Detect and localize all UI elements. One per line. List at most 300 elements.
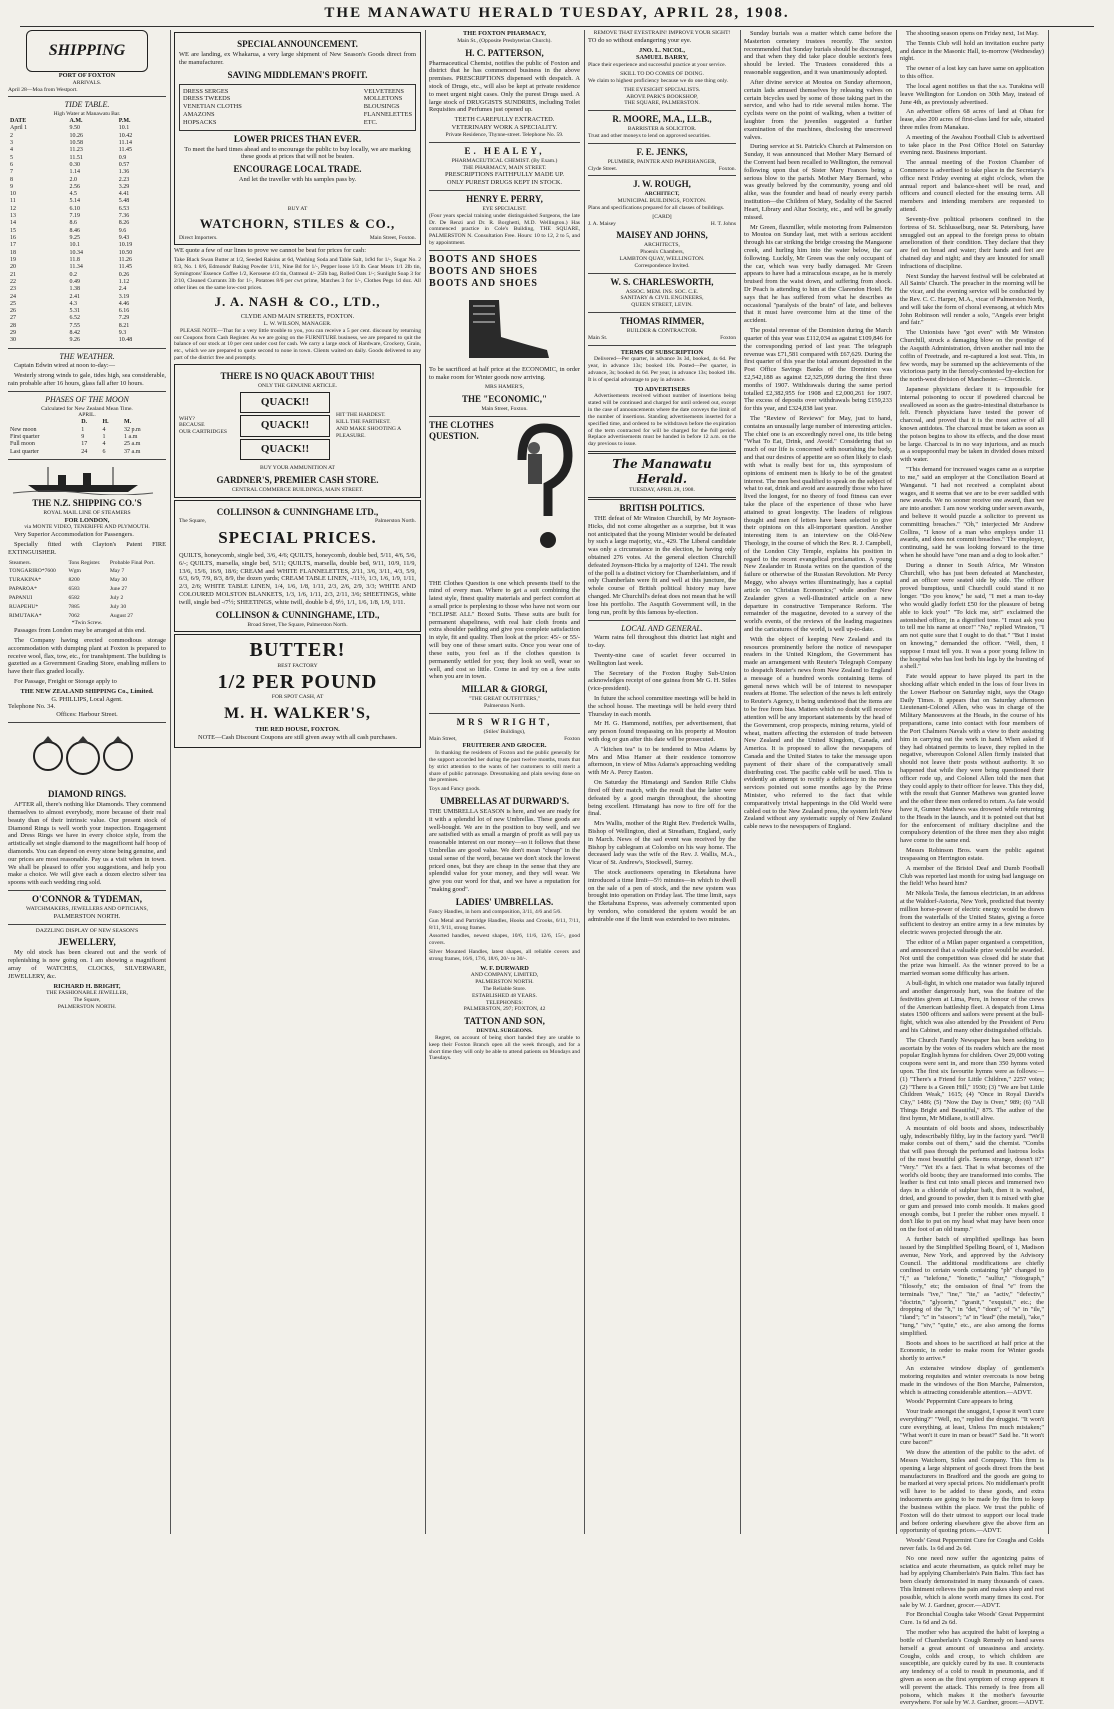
news-paragraph: The shooting season opens on Friday next, 1st May.	[900, 30, 1044, 38]
divider	[588, 497, 736, 500]
nicol-text: Place their experience and successful practice at your service.	[588, 62, 736, 69]
news-paragraph: The owner of a lost key can have same on application to this office.	[900, 65, 1044, 81]
clothes-text: THE Clothes Question is one which presents itself to the mind of every man. Where to get a suit combining the latest style, finest quality materials and perfect comfort at a small price is perplexing to those who have not worn our "ECLIPSE ALL" Boxed Suits. These suits are built for permanent shapeliness, with real hair cloth fronts and extra shoulder padding and give you complete satisfaction in style, fit and quality. Then look at the price: 45/- or 55/- will buy one of these smart suits. Once you wear one of these suits, you feel as if the clothes question is permanently settled for you; they look so well, wear so well, and cost so little. Come in and try on a few suits when you are in town.	[429, 580, 580, 682]
red-house: THE RED HOUSE, FOXTON.	[179, 726, 416, 734]
nz-offices: Offices: Harbour Street.	[8, 711, 166, 719]
moon-cell: 4	[100, 441, 122, 448]
butter-heading: BUTTER!	[179, 638, 416, 662]
news-paragraph: Your trade amongst the snuggest, I spose it won't cure everything?" "Well, no," replied the druggist. "It won't cure everything, at least, Unless I'm much mistaken;" "What won't it cure in man or beast?" Said he. "It won't cure bacon!"	[900, 1408, 1044, 1447]
gardner-ad	[174, 364, 421, 498]
reliable-store: The Reliable Store.	[429, 986, 580, 993]
tide-cell: 18	[8, 250, 68, 257]
tide-row	[8, 301, 166, 308]
tide-cell: 11.34	[68, 264, 117, 271]
quack-right	[336, 412, 416, 439]
tide-cell: 5.48	[117, 198, 166, 205]
tide-cell: 2.0	[68, 177, 117, 184]
tide-cell: 11.23	[68, 147, 117, 154]
divider	[588, 312, 736, 313]
tide-cell: 10.50	[117, 250, 166, 257]
tide-row	[8, 220, 166, 227]
divider	[8, 391, 166, 392]
nash-heading: J. A. NASH & CO., LTD.,	[174, 294, 421, 310]
arrivals-heading: ARRIVALS.	[8, 80, 166, 87]
tide-cell: 8.46	[68, 228, 117, 235]
charlesworth-sub-3: QUEEN STREET, LEVIN.	[588, 302, 736, 309]
column-rule	[584, 30, 585, 1534]
perry-heading: HENRY E. PERRY,	[429, 194, 580, 205]
skill-text: SKILL TO DO COMES OF DOING.	[588, 71, 736, 78]
news-paragraph: An extensive window display of gentlemen's motoring requisites and winter overcoats is now being made in the windows of the Bon Marche, Palmerston, which is attracting considerable attention.—ADVT.	[900, 1365, 1044, 1396]
divider	[588, 143, 736, 144]
divider	[8, 890, 166, 891]
tide-cell: 8.21	[117, 323, 166, 330]
tide-header-cell: P.M.	[117, 118, 166, 125]
tide-cell: 9.50	[68, 125, 117, 132]
news-paragraph: The "Review of Reviews" for May, just to hand, contains an unusually large number of interesting articles. The chief one is an exceedingly novel one, its title being "What To Eat, Drink, and Avoid." Considering that so much of our life is concerned with nourishing the body, and that our desires of appetite are so often likely to clash with what is really best for us, this symposium of opinions of eminent men is likely to be of the greatest interest. The men best qualified to speak on the subject of what to eat, drink and avoid are assuredly those who have lived the longest, for no theory of food fitness can ever take the place of the experience of those who have attained to great longevity. The leaders of religious thought and men of letters have been selected to give their opinions on this all-important question. Another interesting item is an interview on the Old-New Theology, in the course of which the Rev. R. J. Campbell, of the London City Temple, explains his position in regard to the recent evangelical proclamation. A young New Zealander in Russia writes on the question of the failure or otherwise of the Russian Revolution. Mr Percy Meggy, who always writes illuminatingly, has a capital article on "Christian Economics;" while another New Zealander gives a well-illustrated article on a new departure in constructive Temperance Reform. The remainder of the magazine, devoted to a survey of the world's events, of the reviews of the leading magazines and the caricatures of the world, is well up-to-date.	[744, 415, 892, 634]
ships-row	[8, 585, 166, 594]
remove-heading: REMOVE THAT EYESTRAIN! IMPROVE YOUR SIGHT!	[588, 30, 736, 37]
quack-right-item: HIT THE HARDEST.	[336, 412, 416, 419]
divider	[429, 142, 580, 143]
nash-manager: L. W. WILSON, MANAGER.	[174, 321, 421, 328]
charlesworth-sub: ASSOC. MEM. INS. SOC. C.E.	[588, 289, 736, 296]
divider	[8, 96, 166, 97]
ships-row	[8, 576, 166, 585]
tide-cell: 26	[8, 308, 68, 315]
established: ESTABLISHED 48 YEARS.	[429, 993, 580, 1000]
news-paragraph: We draw the attention of the public to the advt. of Messrs Watchorn, Stiles and Company. This firm is opening a large shipment of goods direct from the best manufacturers in Bradford and the goods are going to be marked at very special prices. No middleman's profit will have to be added to these goods, and extra inducements are going to be made by the firm to keep the business within the place. We trust the public of Foxton will do their utmost to support our local trade and before ordering elsewhere give the above firm an opportunity of quoting prices.—ADVT.	[900, 1449, 1044, 1535]
moon-row	[8, 449, 166, 456]
jenks-sub: PLUMBER, PAINTER AND PAPERHANGER,	[588, 159, 736, 166]
quack-box: QUACK!!	[240, 415, 330, 436]
column-3	[429, 30, 580, 1064]
news-paragraph: Woods' Peppermint Cure appears to bring	[900, 1398, 1044, 1406]
tide-cell: 7.29	[117, 315, 166, 322]
fruiterer-text: In thanking the residents of Foxton and the public generally for the support accorded her during the past twelve months, trusts that by strict attention to the wants of her customers to still merit a share of public patronage. Dressmaking and plain sewing done on the premises.	[429, 750, 580, 784]
tide-cell: 7	[8, 169, 68, 176]
rimmer-street: Main St.	[588, 335, 607, 342]
news-paragraph: An advertiser offers 68 acres of land at Ohau for lease, also 200 acres of first-class land for sale, situated three miles from Manakau.	[900, 108, 1044, 131]
residence-text: Private Residence, Thynne-street. Telephone No. 59.	[429, 132, 580, 139]
remove-text: TO do so without endangering your eye.	[588, 37, 736, 45]
goods-item: FLANNELETTES	[364, 111, 412, 119]
news-paragraph: A member of the Bristol Deaf and Dumb Football Club was reported last month for using bad language on the field! Who heard him?	[900, 865, 1044, 888]
column-rule	[896, 30, 897, 1534]
tide-cell: 28	[8, 323, 68, 330]
tide-cell: 0.2	[68, 272, 117, 279]
tide-cell: 6.53	[117, 206, 166, 213]
ships-header-cell: Steamers.	[8, 559, 67, 568]
toys-text: Toys and Fancy goods.	[429, 786, 580, 793]
ladies-item: Fancy Handles, in horn and composition, 3/11, 4/6 and 5/6.	[429, 909, 580, 916]
tide-cell: 11.45	[117, 147, 166, 154]
divider	[429, 713, 580, 714]
perry-sub: EYE SPECIALIST.	[429, 206, 580, 213]
tide-row	[8, 337, 166, 344]
terms-text: Delivered—Per quarter, in advance 3s 3d, booked, 4s 6d. Per year, in advance 13s; booked 18s. Posted—Per quarter, in advance, 3s; booked 4s 6d. Per year, in advance 13s; booked 18s. It is of special advantage to pay in advance.	[588, 356, 736, 383]
tide-cell: 7.55	[68, 323, 117, 330]
tide-row	[8, 133, 166, 140]
fruiterer-heading: FRUITERER AND GROCER.	[429, 742, 580, 750]
local-text: Mrs Wallis, mother of the Right Rev. Frederick Wallis, Bishop of Wellington, died at Streatham, England, early in March. News of the sad event was received by the Bishop by cablegram at Colombo on his way home. The deceased lady was the wife of the Rev. J. Wallis, M.A., Vicar of St. Andrew's, Stockwell, Surrey.	[588, 820, 736, 867]
moon-cell: Full moon	[8, 441, 79, 448]
moon-table	[8, 419, 166, 456]
buy-at: BUY AT	[179, 206, 416, 213]
nash-note: PLEASE NOTE—That for a very little trouble to you, you can receive a 5 per cent. discount by returning our Coupons from Cash Register. As we are going on the FURNITURE business, we are prepared to quit the balance of our stock at 10 per cent under cost for cash. We carry a large stock of Hardware, Crockery, Grain, etc., which we are prepared to quote second to none in town. Clients waited on daily. Goods delivered to any part of the district free and promptly.	[174, 328, 421, 362]
tide-cell: 11.26	[117, 257, 166, 264]
news-paragraph: For Bronchial Coughs take Woods' Great Peppermint Cure. 1s 6d and 2s 6d.	[900, 1611, 1044, 1627]
moon-header-cell	[8, 419, 79, 426]
tide-cell: 9.43	[117, 235, 166, 242]
rimmer-town: Foxton	[720, 335, 736, 342]
tide-row	[8, 330, 166, 337]
quack-box: QUACK!!	[240, 392, 330, 413]
moon-cell: 37 a.m	[122, 449, 166, 456]
nz-text: Specially fitted with Clayton's Patent FIRE EXTINGUISHER.	[8, 541, 166, 557]
moon-cell: 25 a.m	[122, 441, 166, 448]
moon-header-cell: H.	[100, 419, 122, 426]
jenks-address	[588, 166, 736, 173]
moon-cell: 32 p.m	[122, 427, 166, 434]
tide-cell: 27	[8, 315, 68, 322]
ships-cell: July 2	[109, 594, 166, 603]
wright-street: Main Street,	[429, 736, 457, 743]
tide-cell: 17	[8, 242, 68, 249]
economic-text: To be sacrificed at half price at the ECONOMIC, in order to make room for Winter goods now arriving.	[429, 366, 580, 382]
bright-loc: The Square,	[8, 997, 166, 1004]
column-rule	[1048, 30, 1049, 1534]
divider	[8, 459, 166, 460]
watchorn-importers: Direct Importers.	[179, 235, 218, 242]
tide-cell: 10.58	[68, 140, 117, 147]
tide-cell: 4.5	[68, 191, 117, 198]
ships-cell: 7062	[67, 612, 108, 621]
moon-subtitle: Calculated for New Zealand Mean Time.	[8, 406, 166, 413]
news-paragraph: The postal revenue of the Dominion during the March quarter of this year was £112,034 as against £109,846 for the corresponding period of last year. The telegraph revenue was £71,581 compared with £67,629. During the first quarter of this year the total amount deposited in the Post Office Savings Banks of the Dominion was £2,542,188 as against £2,325,099 during the first three months of 1907. Withdrawals during the same period totalled £2,382,955 for 1908 and £2,000,261 for 1907. The excess of deposits over withdrawals being £159,233 for this year, and £324,838 last year.	[744, 327, 892, 413]
moon-cell: Last quarter	[8, 449, 79, 456]
goods-list-left	[183, 88, 242, 127]
tide-cell: 5.31	[68, 308, 117, 315]
news-paragraph: No one need now suffer the agonizing pains of sciatica and acute rheumatism, as quick relief may be had by applying Chamberlain's Pain Balm. This fact has been clearly demonstrated in many thousands of cases. This liniment relieves the pain and makes sleep and rest possible, which is alone worth many times its cost. For sale by W. J. Gardner, grocer.—ADVT.	[900, 1555, 1044, 1610]
tide-row	[8, 228, 166, 235]
tide-cell: 1.38	[68, 286, 117, 293]
tide-cell: 9.6	[117, 228, 166, 235]
diamond-text: AFTER all, there's nothing like Diamonds. They commend themselves to almost everybody, more because of their real beauty than of their intrinsic value. Our present stock of Diamond Rings is well worth your inspection. Engagement and Dress Rings we have in every choice style, from the artistically set single diamond to the magnificent half hoop of diamonds. You can depend on every stone being genuine, and our prices are most reasonable. Pay us a visit when in town. We shall be pleased to offer you suggestions, and help you make a choice. We will give each a dozen electro silver tea spoons with each wedding ring sold.	[8, 801, 166, 887]
tide-cell: 22	[8, 279, 68, 286]
tide-row	[8, 191, 166, 198]
quack-left	[179, 416, 234, 436]
news-paragraph: Messrs Robinson Bros. warn the public against trespassing on Herrington estate.	[900, 847, 1044, 863]
tide-row	[8, 257, 166, 264]
news-paragraph: A further batch of simplified spellings has been issued by the Simplified Spelling Board, of 1, Madison avenue, New York, and approved by the Advisory Council. The additional modifications are chiefly confined to certain words containing "ph" changed to "f," as "telefone," "fonetic," "sulfur," "fotograph," "filosofy," etc; the omission of final "e" from the terminals "ive," "ine," "ite," as "activ," "defectiv," "doctrin," "glycerin," "granit," "exquisit," etc.; the dropping of the "h," in "det," "dont"; of "s" in "ile," "iland"; "c" in "sissors"; "a" in "lead" (the metal), "ake," "tung," "siv," "quite," etc., are also among the forms simplified.	[900, 1236, 1044, 1338]
tide-cell: 12	[8, 206, 68, 213]
tide-cell: 11.8	[68, 257, 117, 264]
tide-row	[8, 242, 166, 249]
ladies-heading: LADIES' UMBRELLAS.	[429, 897, 580, 908]
nz-shipping-heading: THE N.Z. SHIPPING CO.'S	[8, 498, 166, 509]
news-paragraph: With the object of keeping New Zealand and its resources prominently before the notice of newspaper readers in the United Kingdom, the Government has made an arrangement with Reuter's Telegraph Company to despatch Reuter's news from New Zealand to England a message of a hundred words containing items of general news which will be of interest to newspaper readers at Home. The selection of the news is left entirely to Reuter's Agency, it being understood that the items are to be free from bias. Matters which no doubt will receive attention will be any important statements by the head of the Government, crop prospects, mining returns, yield of wheat, matters affecting the extension of trade between New Zealand and the United Kingdom, Canada, and America. It is proposed to allow the newspapers of Canada and the United States to take the message upon payment of their share of the comparatively small distributing cost. The pacific cable will be used. This is evidently an attempt to rectify a deficiency in the news services pointed out some months ago by the Prime Minister, who referred to the fact that while comparatively trivial happenings in the Old World were cabled out to the New Zealand press, the system left New Zealand without any systematic supply of New Zealand cable news to the newspapers of England.	[744, 636, 892, 831]
moon-cell: 1	[100, 434, 122, 441]
nz-phone: Telephone No. 34.	[8, 703, 166, 711]
tide-cell: 5.14	[68, 198, 117, 205]
maisey-name: J. A. Maisey	[588, 221, 616, 228]
weather-text: Westerly strong winds to gale, tides high, sea considerable, rain probable after 16 hours, glass fall after 10 hours.	[8, 372, 166, 388]
telephones: TELEPHONES:	[429, 1000, 580, 1007]
boots-line: BOOTS AND SHOES	[429, 278, 580, 290]
tide-cell: 6.16	[117, 308, 166, 315]
nz-text: For Passage, Freight or Storage apply to	[8, 678, 166, 686]
nz-line: FOR LONDON,	[8, 517, 166, 525]
ships-cell: July 30	[109, 603, 166, 612]
nz-agent: G. PHILLIPS, Local Agent.	[8, 696, 166, 704]
quack-right-item: AND MAKE SHOOTING A PLEASURE.	[336, 426, 416, 440]
tide-cell: 10	[8, 191, 68, 198]
wright-heading: MRS WRIGHT,	[429, 717, 580, 728]
ships-cell: 6582	[67, 594, 108, 603]
tide-cell: 20	[8, 264, 68, 271]
tide-cell: 9.3	[117, 330, 166, 337]
goods-item: AMAZONS	[183, 111, 242, 119]
divider	[8, 924, 166, 925]
ships-cell: May 30	[109, 576, 166, 585]
ships-cell: TURAKINA*	[8, 576, 67, 585]
tide-row	[8, 272, 166, 279]
goods-box	[179, 84, 416, 131]
tatton-heading: TATTON AND SON,	[429, 1016, 580, 1027]
tide-cell: 5	[8, 155, 68, 162]
news-paragraph: Next Sunday the harvest festival will be celebrated at All Saints' Church. The preacher in the morning will be the vicar, and the evening service will be conducted by the Rev. C. C. Harper, M.A., vicar of Palmerston North, and will take the form of choral evensong, at which Mrs John Robinson will render a solo, "Angels ever bright and fair."	[900, 273, 1044, 328]
tide-cell: 29	[8, 330, 68, 337]
moon-row	[8, 427, 166, 434]
tide-cell: 8.42	[68, 330, 117, 337]
tide-cell: 10.48	[117, 337, 166, 344]
news-paragraph: The mother who has acquired the habit of keeping a bottle of Chamberlain's Cough Remedy on hand saves herself a great amount of uneasiness and anxiety. Coughs, colds and croup, to which children are susceptible, are quickly cured by its use. It counteracts any tendency of a cold to result in pneumonia, and if given as soon as the first symptom of croup appears it will prevent the attack. This remedy is free from all poisons, which makes it the mother's favourite everywhere. For sale by W. J. Gardner, grocer.—ADVT.	[900, 1629, 1044, 1707]
tide-cell: 10.42	[117, 133, 166, 140]
tide-row	[8, 235, 166, 242]
clothes-text-block	[429, 420, 501, 580]
tide-cell: 16	[8, 235, 68, 242]
quack-box: QUACK!!	[240, 439, 330, 460]
encourage-sub: And let the traveller with his samples pass by.	[179, 176, 416, 184]
maisey-heading: MAISEY AND JOHNS,	[588, 230, 736, 241]
tide-cell: 6	[8, 162, 68, 169]
tide-cell: 4.46	[117, 301, 166, 308]
tide-cell: 1.14	[68, 169, 117, 176]
durward-loc: PALMERSTON NORTH.	[429, 979, 580, 986]
tide-cell: 7.36	[117, 213, 166, 220]
column-5	[744, 30, 892, 833]
tide-cell: 1.12	[117, 279, 166, 286]
tide-row	[8, 294, 166, 301]
tide-row	[8, 177, 166, 184]
tide-row	[8, 315, 166, 322]
lower-prices: LOWER PRICES THAN EVER.	[179, 134, 416, 145]
column-rule	[170, 30, 171, 1534]
news-paragraph: Seventy-five political prisoners confined in the fortress of St. Schlusselburg, near St. Petersburg, have smuggled out an appeal to the foreign press to obtain amelioration of their condition. They declare that they are fed on bread and water; their hands and feet are chained day and night; and they are knouted for small infractions of discipline.	[900, 216, 1044, 271]
johns-name: H. T. Johns	[711, 221, 736, 228]
weather-heading: THE WEATHER.	[8, 352, 166, 362]
maisey-names	[588, 221, 736, 228]
quack-heading: THERE IS NO QUACK ABOUT THIS!	[179, 371, 416, 382]
tide-cell: 8	[8, 177, 68, 184]
tide-cell: 2	[8, 133, 68, 140]
tatton-sub: DENTAL SURGEONS.	[429, 1028, 580, 1035]
news-paragraph: A bull-fight, in which one matador was fatally injured and another dangerously hurt, was the feature of the festivities given at Lima, Peru, in honour of the crews of the American battleship fleet. A despatch from Lima states 1500 officers and sailors were present at the bull-fight, which was also attended by the President of Peru and his Cabinet, and many other distinguished officials.	[900, 980, 1044, 1035]
ships-cell: Wgtn	[67, 567, 108, 576]
moore-text: Trust and other moneys to lend on approved securities.	[588, 133, 736, 140]
moon-cell: 1	[79, 427, 100, 434]
tide-row	[8, 264, 166, 271]
best-factory: BEST FACTORY	[179, 663, 416, 670]
nz-line: ROYAL MAIL LINE OF STEAMERS	[8, 510, 166, 517]
news-paragraph: A mountain of old boots and shoes, indescribably ugly, indescribably filthy, lay in the factory yard. "We'll make combs out of them," said the chemist. "Combs that will pass through the perfumed and lustrous locks of the most beautiful girls. Seems strange, doesn't it?" "Very." "Yet it's a fact. That is what becomes of the world's old boots; they are transformed into combs. The leather is first cut into small pieces and immersed two days in a chloride of sulphur bath, then it is washed, dried, and ground to powder, then it is mixed with glue or gum and pressed into comb moulds. It makes good enough combs, but I prefer the rubber ones myself. I don't like to put on my head what may have been once on the foot of an old tramp."	[900, 1125, 1044, 1234]
special-prices-heading: SPECIAL PRICES.	[179, 528, 416, 549]
ship-illustration	[8, 463, 166, 495]
charlesworth-sub-2: SANITARY & CIVIL ENGINEERS,	[588, 295, 736, 302]
tide-cell: 11.51	[68, 155, 117, 162]
collinson-town: Palmerston North.	[375, 518, 416, 525]
vet-text: VETERINARY WORK A SPECIALITY.	[429, 124, 580, 132]
moon-header-cell: D.	[79, 419, 100, 426]
economic-heading: THE "ECONOMIC,"	[429, 394, 580, 405]
tide-row	[8, 279, 166, 286]
oconnor-loc: PALMERSTON NORTH.	[8, 913, 166, 921]
healey-heading: E. HEALEY,	[429, 146, 580, 157]
ships-header-cell: Tons Register.	[67, 559, 108, 568]
masthead-rule	[20, 26, 1094, 27]
rimmer-address	[588, 335, 736, 342]
special-announcement: SPECIAL ANNOUNCEMENT.	[179, 39, 416, 50]
collinson-heading-2: COLLINSON & CUNNINGHAME, LTD.,	[179, 610, 416, 621]
local-text: In future the school committee meetings will be held in the school house. The meetings will be held every third Thursday in each month.	[588, 695, 736, 718]
tide-cell: 9	[8, 184, 68, 191]
divider	[588, 620, 736, 621]
goods-item: VENETIAN CLOTHS	[183, 103, 242, 111]
tide-cell: 6.10	[68, 206, 117, 213]
nz-line: via MONTE VIDEO, TENERIFFE AND PLYMOUTH.	[8, 524, 166, 531]
goods-item: MOLLETONS	[364, 95, 412, 103]
news-paragraph: "This demand for increased wages came as a surprise to me," said an employer at the Conciliation Board at Wanganui. "I had not received a complaint about wages, and it seems that we are to be ever saddled with new awards. We no sooner receive one award, than we are into another. I am now working under seven awards, and believe it would puzzle a solicitor to prevent us committing breaches." "Oh," interjected Mr Andrew Collins, "I know of a man who employs under 11 awards, and does not commit breaches." The employer, continuing, said he was looking forward to the time when he should have "one man and a dog to look after."	[900, 466, 1044, 560]
news-paragraph: Japanese physicians declare it is impossible for internal poisoning to occur if powdered charcoal be swallowed as soon as the gastro-intestinal disturbance is felt. French physicians have tested the power of charcoal, and proved that it is the most active of all known antidotes. The charcoal must be taken as soon as the poison begins to show its effects, and the dose must be large. Charcoal is in no way injurious, and as much as a soupspoonful may be taken in divided doses mixed with water.	[900, 386, 1044, 464]
news-paragraph: Sunday burials was a matter which came before the Masterton cemetery trustees recently. The sexton recommended that Sunday burials should be discouraged, and that when they did take place double sexton's fees should be levied. The Trustees considered this a reasonable suggestion, and it was unanimously adopted.	[744, 30, 892, 77]
news-paragraph: Woods' Great Peppermint Cure for Coughs and Colds never fails. 1s 6d and 2s 6d.	[900, 1537, 1044, 1553]
nz-text: Passages from London may be arranged at this end.	[8, 627, 166, 635]
tide-row	[8, 323, 166, 330]
tide-cell: 9.26	[68, 337, 117, 344]
quack-sub: ONLY THE GENUINE ARTICLE.	[179, 383, 416, 390]
nz-company: THE NEW ZEALAND SHIPPING Co., Limited.	[8, 688, 166, 696]
quack-left-item: WHY?	[179, 416, 234, 423]
british-heading: BRITISH POLITICS.	[588, 503, 736, 514]
quack-left-item: OUR CARTRIDGES	[179, 429, 234, 436]
tide-row	[8, 169, 166, 176]
divider	[588, 110, 736, 111]
news-paragraph: The Church Family Newspaper has been seeking to ascertain by the votes of its readers which are the most popular English hymns for children. Over 29,000 voting coupons were sent in, and more than 350 hymns voted upon. The first six favourite hymns were as follows:—(1) "There's a Friend for Little Children," 2257 votes; (2) "There is a Green Hill," 1930; (3) "We are but Little Children Weak," 1615; (4) "Once in Royal David's City," 1486; (5) "Now the Day is Over," 989; (6) "All Things Bright and Beautiful," 875. The author of the first hymn, Mr Midlane, is still alive.	[900, 1037, 1044, 1123]
nash-text: Take Black Swan Butter at 1/2, Seeded Raisins at 6d, Washing Soda and Table Salt, 1s9d for 1/-, Sugar No. 2 8/3, No. 1 8/6, Edmonds' Baking Powder 1/11, Nine Bd for 1/-, Pepper loose 1/3 lb. Gear Meats 1/1 2lb tin, Symingtons' Essence Coffee 1/2, Kerosene 4/3 tin, Oatmeal 4/- 25lb bag, Rolled Oats 1/-; Sunlight Soap 3 for 2/10, Cleaned Currants 3lb for 1/-, Potatoes 8/6 per cwt prime, Matches 3 for 1/-, Clothes Pegs 1d doz. All other lines on the same low-cost prices.	[174, 257, 421, 291]
patterson-heading: H. C. PATTERSON,	[429, 48, 580, 59]
nash-intro: WE quote a few of our lines to prove we cannot be beat for prices for cash:	[174, 247, 421, 255]
tide-cell: 13	[8, 213, 68, 220]
question-mark-figure-icon	[504, 420, 580, 580]
clothes-ad	[429, 420, 580, 580]
ships-cell: RUAPEHU*	[8, 603, 67, 612]
quack-left-item: BECAUSE	[179, 422, 234, 429]
healey-sub: PHARMACEUTICAL CHEMIST. (By Exam.)	[429, 158, 580, 165]
ships-cell: PAPAROA*	[8, 585, 67, 594]
goods-item: HOPSACKS	[183, 119, 242, 127]
ships-row	[8, 567, 166, 576]
tide-cell: 2.4	[117, 286, 166, 293]
rings-illustration	[8, 726, 166, 786]
goods-list-right	[364, 88, 412, 127]
pharmacy-heading: THE FOXTON PHARMACY,	[429, 30, 580, 38]
tide-cell: 10.26	[68, 133, 117, 140]
news-paragraph: The Tennis Club will hold an invitation euchre party and dance in the Masonic Hall, to-morrow (Wednesday) night.	[900, 40, 1044, 63]
tide-cell: 0.30	[68, 162, 117, 169]
spot-cash: FOR SPOT CASH, AT	[179, 694, 416, 701]
tide-cell: 8.6	[68, 220, 117, 227]
moon-cell: First quarter	[8, 434, 79, 441]
goods-item: BLOUSINGS	[364, 103, 412, 111]
news-paragraph: Mr Green, flaxmiller, while motoring from Palmerston to Moutoa on Sunday last, met with a serious accident through his car striking the bridge crossing the Mangaone creek, and hurling him into the water below, the car following. Luckily, Mr Green was the only occupant of the car, which was very badly damaged. Mr Green appears to have had a miraculous escape, as he is merely bruised from the waist down, and suffering from shock. Dr Peach is attending to him at the Clarendon Hotel. He says that he has suffered from what he describes as occasional "paralysis of the brain" of late, and believes that it must have overcome him at the time of the accident.	[744, 224, 892, 326]
rough-heading: J. W. ROUGH,	[588, 179, 736, 190]
tide-cell: 1.36	[117, 169, 166, 176]
watchorn-ad	[174, 32, 421, 245]
walker-heading: M. H. WALKER'S,	[179, 704, 416, 724]
moon-cell: 4	[100, 427, 122, 434]
ring-icon	[8, 726, 158, 786]
local-text: A "kitchen tea" is to be tendered to Miss Adams by Mrs and Miss Hamer at their residence tomorrow afternoon, in view of Miss Adams's approaching wedding with Mr A. Percy Easton.	[588, 746, 736, 777]
tide-cell: 6.52	[68, 315, 117, 322]
telephone-numbers: PALMERSTON, 297; FOXTON, 42	[429, 1006, 580, 1013]
tatton-text: Regret, on account of being short handed they are unable to keep their Foxton Branch open all the week through, and for a short time they will only be able to attend patients on Mondays and Tuesdays.	[429, 1035, 580, 1062]
tide-cell: 10.19	[117, 242, 166, 249]
news-paragraph: The annual meeting of the Foxton Chamber of Commerce is advertised to take place in the Secretary's office next Friday evening at eight o'clock, when the annual report and balance-sheet will be read, and officers and council elected for the ensuing term. All members and intending members are requested to attend.	[900, 159, 1044, 214]
tide-cell: 8.26	[117, 220, 166, 227]
wright-sub: (Stiles' Buildings),	[429, 729, 580, 736]
jewel-text: My old stock has been cleared out and the work of replenishing is now going on. I am showing a magnificent array of WATCHES, CLOCKS, SILVERWARE, JEWELLERY, &c.	[8, 949, 166, 980]
paper-date: TUESDAY, APRIL 28, 1908.	[588, 487, 736, 494]
lower-text: To meet the hard times ahead and to encourage the public to buy locally, we are marking these goods at prices that will not be beaten.	[179, 146, 416, 162]
news-paragraph: A meeting of the Awahou Football Club is advertised to take place in the Post Office Hotel on Saturday evening next. Business important.	[900, 134, 1044, 157]
tide-row	[8, 206, 166, 213]
tide-cell: 4.3	[68, 301, 117, 308]
tide-row	[8, 162, 166, 169]
nz-text: The Company having erected commodious storage accommodation with dumping plant at Foxton is prepared to receive wool, flax, tow, etc., for transhipment. The building is gazetted as a Government Grading Store, enabling millers to have their flax graded locally.	[8, 637, 166, 676]
boots-heading	[429, 254, 580, 291]
healey-shop: THE PHARMACY, MAIN STREET.	[429, 165, 580, 172]
barry-heading: SAMUEL BARRY,	[588, 54, 736, 62]
collinson-address	[179, 518, 416, 525]
moon-cell: 24	[79, 449, 100, 456]
tide-cell: 9.25	[68, 235, 117, 242]
news-paragraph: Fate would appear to have played its part in the shocking affair which ended in the loss of four lives in the Lower Harbour on Saturday night, says the Otago Daily Times. It appears that on Saturday afternoon Lieutenant-Colonel Allen, who was in charge of the Military Manoeuvres at the Heads, in the course of his preparations, came into contact with four members of the Port Chalmers Navals with a view to their assisting him in carrying out the work in hand. When asked if they had obtained permits to leave, they replied in the negative, whereupon Colonel Allen firmly insisted that should not leave their posts without authority. It so happened that while they were being questioned their officer rode up, and Colonel Allen told the men that they could apply to their officer for leave. This they did, with the result that Gunner Mathews was granted leave and the other three men ordered to return. As fate would have it, Gunner Mathews was drowned while returning to the Heads in the launch, and it is pointed out that but for the enforcement of military discipline and the compulsory detention of the three men they also might have come to the same end.	[900, 673, 1044, 845]
bright-heading: RICHARD H. BRIGHT,	[8, 983, 166, 991]
tide-cell: 25	[8, 301, 68, 308]
news-paragraph: The Unionists have "got even" with Mr Winston Churchill, struck a damaging blow on the prestige of the Asquith Administration, driven another nail into the coffin of Freetrade, and re-captured a lost seat. This, in few words, may be summed up the achievements of the victorious party in the fiercely-contested by-election for the north-west division of Manchester.—Chronicle.	[900, 329, 1044, 384]
tide-cell: 0.57	[117, 162, 166, 169]
moon-cell: 17	[79, 441, 100, 448]
prices-text: QUILTS, honeycomb, single bed, 3/6, 4/6; QUILTS, honeycomb, double bed, 5/11, 4/6, 5/6, 6/-; QUILTS, marsella, single bed, 5/11; QUILTS, marsella, double bed, 9/11, 10/9, 11/9, 13/6, 15/6, 16/9, 18/6; CREAM and WHITE FLANNELETTES, 2/11, 3/6, 3/11, 4/3, 5/9, 6/3, 6/9, 7/9, 8/3, 8/9, the dozen yards; CREAM TABLE LINEN, -/11½, 1/3, 1/6, 1/9, 1/11, 2/3, 2/6; WHITE TABLE LINEN, 1/4, 1/6, 1/8, 1/11, 2/3, 2/6, 2/9, 3/3; WHITE AND COLOURED MOLSTON BLANKETS, 1/3, 1/6, 1/11, 2/3, 2/11, 3/6; SHEETINGS, white twill, single bed -/7½; SHEETINGS, white twill, double b d, 9½, 1/1, 1/6, 1/8, 1/9, 1/11.	[179, 552, 416, 607]
column-6	[900, 30, 1044, 1709]
tide-cell: 10.1	[117, 125, 166, 132]
tide-row	[8, 140, 166, 147]
ann-text: WE are landing, ex Whakarua, a very large shipment of New Season's Goods direct from the manufacturer.	[179, 51, 416, 67]
news-paragraph: The local agent notifies us that the s.s. Turakina will leave Wellington for London on 30th May, instead of June 4th, as previously advertised.	[900, 83, 1044, 106]
boot-icon	[429, 292, 579, 364]
ship-icon	[8, 463, 158, 495]
